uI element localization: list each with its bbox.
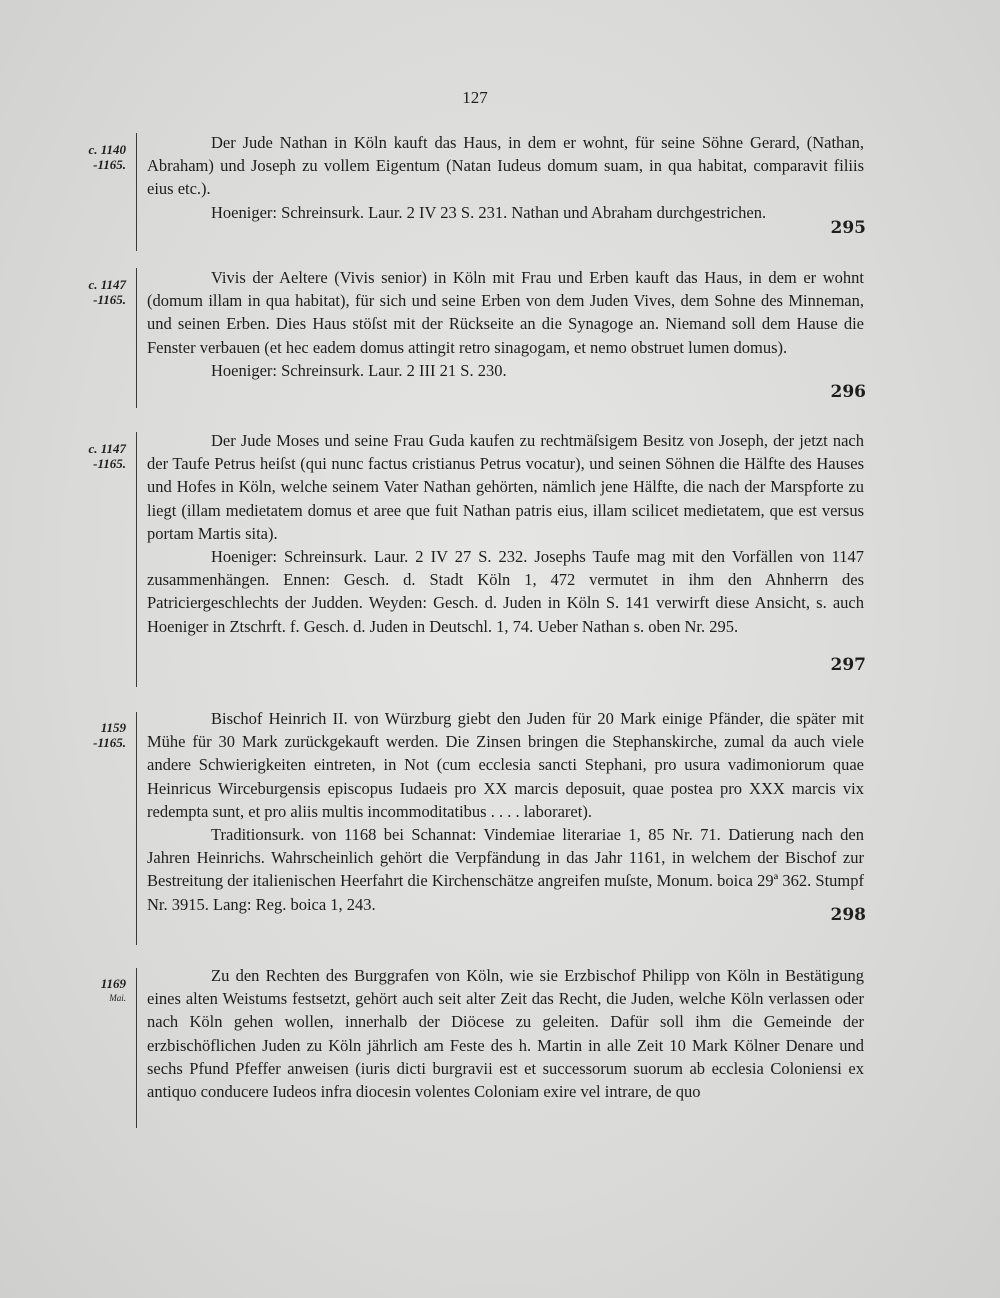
date-sub: Mai. xyxy=(109,993,126,1003)
margin-rule xyxy=(136,268,137,408)
entry-source: Hoeniger: Schreinsurk. Laur. 2 IV 27 S. 232. Josephs Taufe mag mit den Vorfällen von 1147 zusammenhängen. Ennen: Gesch. d. Stadt Köln 1, 472 vermutet in ihm den Ahnherrn des Patriciergeschlechts der Judden. Weyden: Gesch. d. Juden in Köln S. 141 verwirft diese Ansicht, s. auch Hoeniger in Ztschrft. f. Gesch. d. Juden in Deutschl. 1, 74. Ueber Nathan s. oben Nr. 295. xyxy=(147,547,864,636)
margin-rule xyxy=(136,712,137,945)
entry-text xyxy=(147,131,864,224)
entry-body: Vivis der Aeltere (Vivis senior) in Köln mit Frau und Erben kauft das Haus, in dem er wohnt (domum illam in qua habitat), für sich und seine Erben von dem Juden Vives, dem Sohne des Minneman, und seinen Erben. Dies Haus stöſst mit der Rückseite an die Synagoge an. Niemand soll dem Hause die Fenster verbauen (et hec eadem domus attingit retro sinagogam, et nemo obstruet lumen domus). xyxy=(147,268,864,357)
entry-body: Der Jude Moses und seine Frau Guda kaufen zu rechtmäſsigem Besitz von Joseph, der jetzt nach der Taufe Petrus heiſst (qui nunc factus cristianus Petrus vocatur), und seinen Söhnen die Hälfte des Hauses und Hofes in Köln, welche seinem Vater Nathan gehörten, nämlich jene Hälfte, die nach der Marspforte zu liegt (illam medietatem domus et aree que fuit Nathan patris eius, illam scilicet medietatem, que est versus portam Martis sita). xyxy=(147,431,864,543)
date-line: -1165. xyxy=(93,735,126,750)
entry-source: Hoeniger: Schreinsurk. Laur. 2 III 21 S. 230. xyxy=(211,360,507,380)
entry-text xyxy=(147,964,864,1103)
entry-number: 295 xyxy=(830,218,866,238)
margin-date xyxy=(58,976,126,1006)
margin-rule xyxy=(136,968,137,1128)
margin-date xyxy=(58,142,126,172)
entry-source: Hoeniger: Schreinsurk. Laur. 2 IV 23 S. 231. Nathan und Abraham durchgestrichen. xyxy=(211,202,767,222)
date-line: 1169 xyxy=(100,976,126,991)
entry-body: Zu den Rechten des Burggrafen von Köln, wie sie Erzbischof Philipp von Köln in Bestätigung eines alten Weistums festsetzt, gehört auch seit alter Zeit das Recht, die Juden, welche Köln verlassen oder nach Köln gehen wollen, innerhalb der Diöcese zu geleiten. Dafür soll ihm die Gemeinde der erzbischöflichen Juden zu Köln jährlich am Feste des h. Martin in alle Zeit 10 Mark Kölner Denare und sechs Pfund Pfeffer anweisen (iuris dicti burgravii est et successorum suorum ab ecclesia Coloniensi ex antiquo conducere Iudeos infra diocesin volentes Coloniam exire vel intrare, de quo xyxy=(147,966,864,1102)
entry-body: Bischof Heinrich II. von Würzburg giebt den Juden für 20 Mark einige Pfänder, die später mit Mühe für 30 Mark zurückgekauft werden. Die Zinsen bringen die Stephanskirche, zumal da auch viele andere Schwierigkeiten eintreten, in Not (cum ecclesia sancti Stephani, pro usura vadimoniorum quae Heinricus Wirceburgensis episcopus Iudaeis pro XX marcis deposuit, quae postea pro XXX marcis vix redempta sunt, et pro aliis multis incommoditatibus . . . . laboraret). xyxy=(147,709,864,821)
date-line: -1165. xyxy=(93,456,126,471)
margin-rule xyxy=(136,133,137,251)
page-number: 127 xyxy=(462,88,488,107)
margin-date xyxy=(58,720,126,750)
entry-text xyxy=(147,429,864,638)
date-line: -1165. xyxy=(93,292,126,307)
date-line: c. 1147 xyxy=(88,277,126,292)
entry-text xyxy=(147,707,864,916)
date-line: c. 1147 xyxy=(88,441,126,456)
entry-number: 296 xyxy=(830,382,866,402)
margin-rule xyxy=(136,432,137,687)
entry-number: 297 xyxy=(830,655,866,675)
entry-text xyxy=(147,266,864,382)
entry-number: 298 xyxy=(830,905,866,925)
margin-date xyxy=(58,441,126,471)
date-line: 1159 xyxy=(100,720,126,735)
margin-date xyxy=(58,277,126,307)
entry-source: Traditionsurk. von 1168 bei Schannat: Vindemiae literariae 1, 85 Nr. 71. Datierung nach den Jahren Heinrichs. Wahrscheinlich gehört die Verpfändung in das Jahr 1161, in welchem der Bischof zur Bestreitung der italienischen Heerfahrt die Kirchenschätze angreifen muſste, Monum. boica 29ª 362. Stumpf Nr. 3915. Lang: Reg. boica 1, 243. xyxy=(147,825,864,914)
date-line: -1165. xyxy=(93,157,126,172)
entry-body: Der Jude Nathan in Köln kauft das Haus, in dem er wohnt, für seine Söhne Gerard, (Nathan, Abraham) und Joseph zu vollem Eigentum (Natan Iudeus domum suam, in qua habitat, comparavit filiis eius etc.). xyxy=(147,133,864,199)
date-line: c. 1140 xyxy=(88,142,126,157)
